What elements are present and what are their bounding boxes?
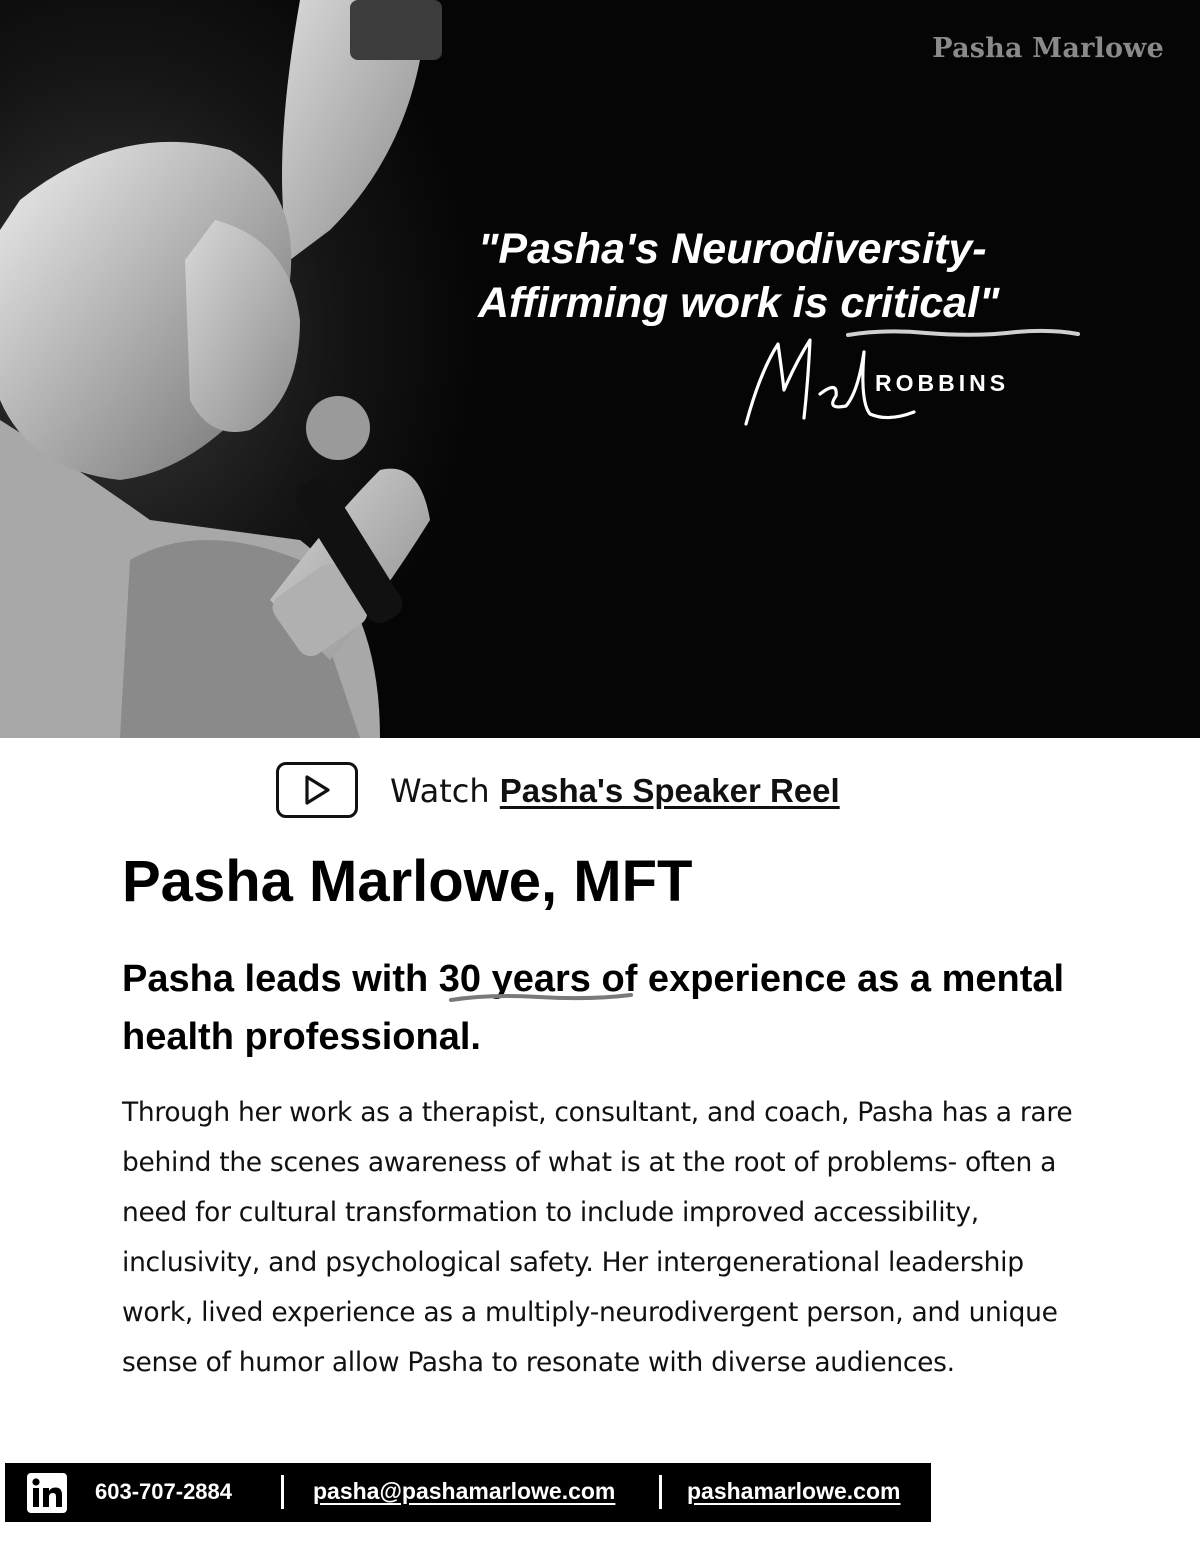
lead-text-a: Pasha leads with: [122, 958, 439, 1000]
linkedin-icon[interactable]: [27, 1473, 67, 1513]
lead-highlight: 30 years: [438, 958, 591, 1000]
attribution-name: ROBBINS: [875, 370, 1010, 396]
divider: [659, 1475, 662, 1509]
lead-statement: [122, 950, 1082, 1066]
contact-bar: [5, 1463, 931, 1522]
brand-name: Pasha Marlowe: [932, 33, 1164, 64]
quote-emphasis: is critical: [792, 279, 980, 327]
website-link[interactable]: pashamarlowe.com: [687, 1478, 901, 1504]
play-icon: [302, 774, 332, 806]
signature-text: Mel: [738, 332, 740, 333]
speaker-photo: [0, 0, 1200, 738]
quote-line-2: [478, 276, 1118, 330]
bio-paragraph: Through her work as a therapist, consultant, and coach, Pasha has a rare behind the scenes awareness of what is at the root of problems- often a need for cultural transformation to include improved accessibility, inclusivity, and psychological safety. Her intergenerational leadership work, lived experience as a multiply-neurodivergent person, and unique sense of humor allow Pasha to resonate with diverse audiences.: [122, 1097, 1073, 1378]
divider: [281, 1475, 284, 1509]
quote-line-1: "Pasha's Neurodiversity-: [478, 225, 987, 273]
highlight-underline-mark: [449, 990, 633, 1006]
email-link[interactable]: pasha@pashamarlowe.com: [313, 1478, 616, 1504]
hero-banner: [0, 0, 1200, 738]
quote-close: ": [979, 279, 1000, 327]
watch-label: Watch: [390, 772, 500, 810]
speaker-reel-line: [390, 772, 840, 810]
phone-number[interactable]: 603-707-2884: [95, 1479, 233, 1504]
quote-text-a: Affirming work: [478, 279, 793, 327]
play-reel-button[interactable]: [276, 762, 358, 818]
page-title: Pasha Marlowe, MFT: [122, 849, 693, 914]
lead-text-b: of experience as a mental health professional.: [122, 958, 1065, 1058]
speaker-reel-link[interactable]: Pasha's Speaker Reel: [499, 772, 840, 809]
testimonial-quote: [478, 222, 1118, 330]
